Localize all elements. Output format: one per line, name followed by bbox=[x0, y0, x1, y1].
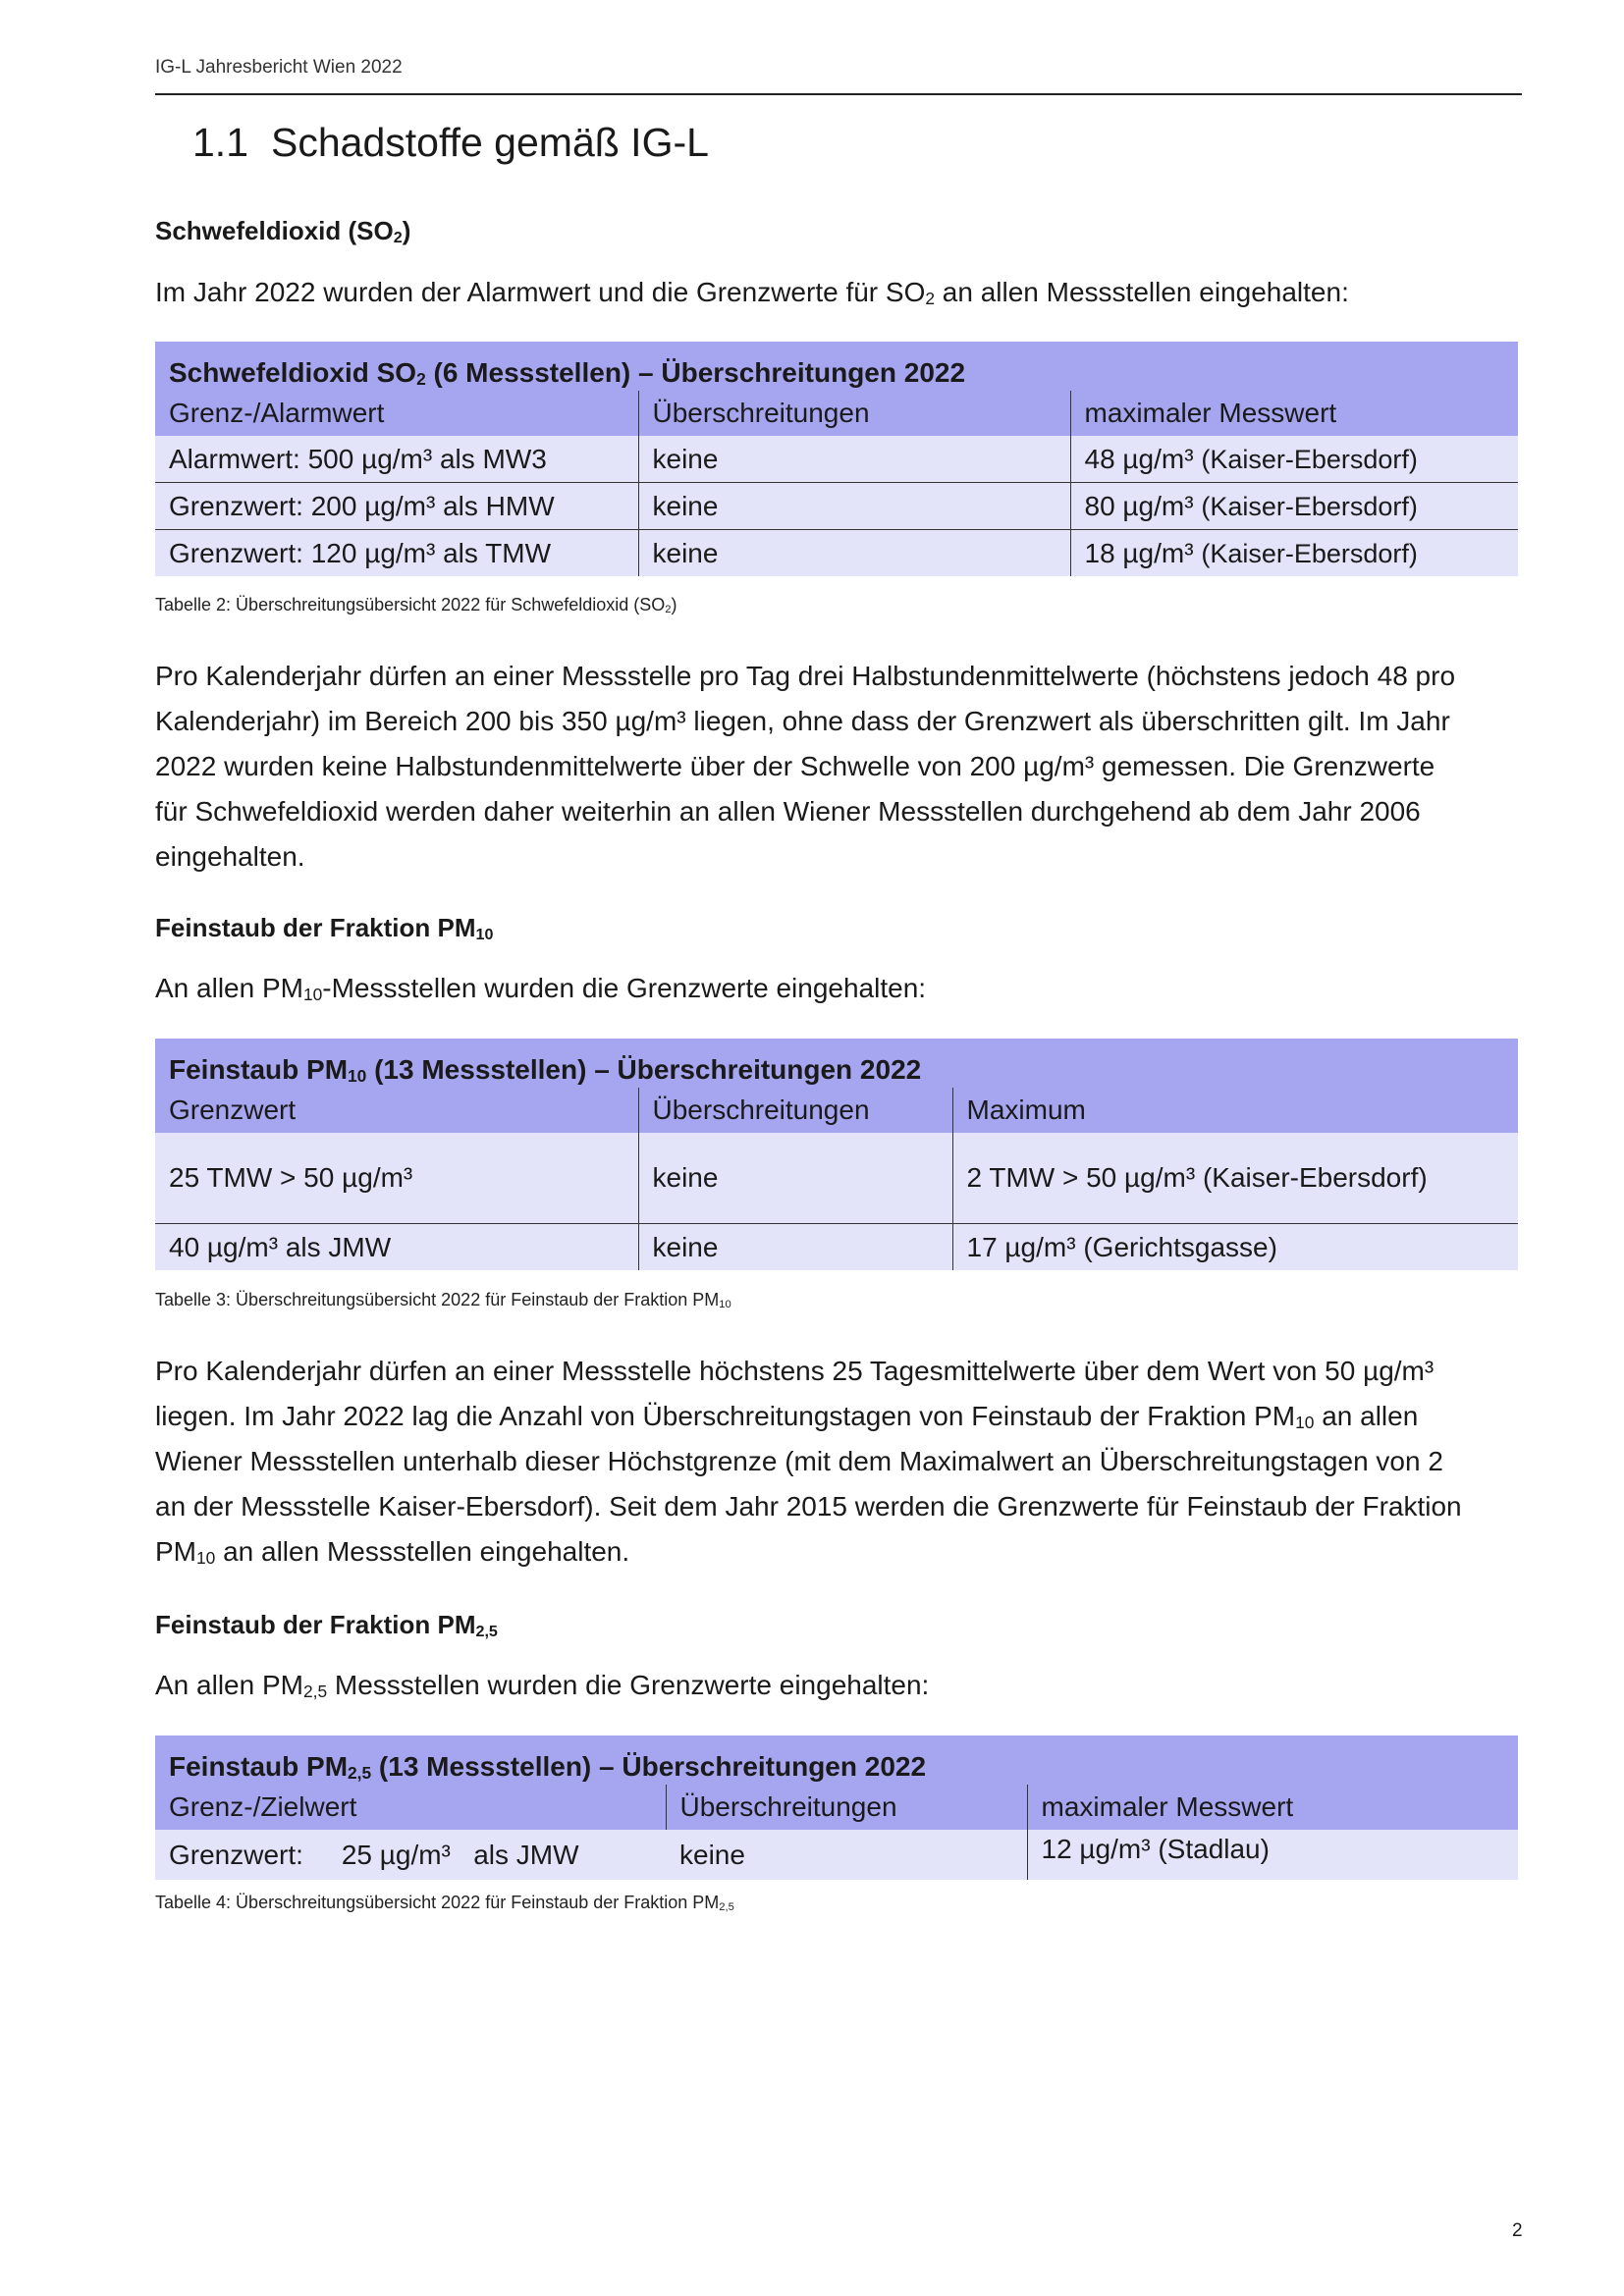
pm10-table-title-row bbox=[155, 1039, 1518, 1088]
so2-table bbox=[155, 342, 1518, 576]
column-header: maximaler Messwert bbox=[1027, 1785, 1518, 1830]
pm10-body: Pro Kalenderjahr dürfen an einer Messstelle höchstens 25 Tagesmittelwerte über dem Wert von 50 µg/m³ liegen. Im Jahr 2022 lag die Anzahl von Überschreitungstagen von Feinstaub der Fraktion $PM_{10}$ an allen Wiener Messstellen unterhalb dieser Höchstgrenze (mit dem Maximalwert an Überschreitungstagen von 2 an der Messstelle Kaiser-Ebersdorf). Seit dem Jahr 2015 werden die Grenzwerte für Feinstaub der Fraktion $PM_{10}$ an allen Messstellen eingehalten. bbox=[155, 1356, 1462, 1569]
table-row bbox=[155, 1133, 1518, 1224]
so2-table-title-row bbox=[155, 342, 1518, 391]
table-cell: 40 µg/m³ als JMW bbox=[155, 1224, 638, 1271]
table-cell: Alarmwert: 500 µg/m³ als MW3 bbox=[155, 436, 638, 483]
column-header: Maximum bbox=[952, 1088, 1518, 1133]
table-cell: 48 µg/m³ (Kaiser-Ebersdorf) bbox=[1070, 436, 1518, 483]
table-cell: keine bbox=[666, 1830, 1027, 1880]
table-cell: 12 µg/m³ (Stadlau) bbox=[1027, 1830, 1518, 1880]
pm10-intro: An allen $PM_{10}$-Messstellen wurden die Grenzwerte eingehalten: bbox=[155, 973, 927, 1005]
header-rule bbox=[155, 93, 1522, 95]
so2-table-header-row bbox=[155, 391, 1518, 436]
pm25-table-title-row bbox=[155, 1735, 1518, 1785]
column-header: maximaler Messwert bbox=[1070, 391, 1518, 436]
pm10-heading: Feinstaub der Fraktion $PM_{10}$ bbox=[155, 913, 494, 943]
column-header: Überschreitungen bbox=[666, 1785, 1027, 1830]
table-cell: Grenzwert: 25 µg/m³ als JMW bbox=[155, 1830, 666, 1880]
table-cell: 2 TMW > 50 µg/m³ (Kaiser-Ebersdorf) bbox=[952, 1133, 1518, 1224]
table-row bbox=[155, 1224, 1518, 1271]
pm25-intro: An allen $PM_{2,5}$ Messstellen wurden die Grenzwerte eingehalten: bbox=[155, 1670, 930, 1702]
pm25-heading: Feinstaub der Fraktion $PM_{2,5}$ bbox=[155, 1610, 498, 1640]
section-heading bbox=[192, 120, 709, 166]
table-cell: keine bbox=[638, 483, 1070, 530]
section-title: Schadstoffe gemäß IG-L bbox=[271, 120, 709, 165]
section-number: 1.1 bbox=[192, 120, 248, 165]
table-row bbox=[155, 483, 1518, 530]
table-cell: 80 µg/m³ (Kaiser-Ebersdorf) bbox=[1070, 483, 1518, 530]
pm25-table bbox=[155, 1735, 1518, 1880]
pm10-table-header-row bbox=[155, 1088, 1518, 1133]
pm25-table-title: Feinstaub $PM_{2,5}$ (13 Messstellen) – Überschreitungen 2022 bbox=[155, 1735, 1518, 1785]
pm10-table-title: Feinstaub $PM_{10}$ (13 Messstellen) – Überschreitungen 2022 bbox=[155, 1039, 1518, 1088]
pm25-caption: Tabelle 4: Überschreitungsübersicht 2022 für Feinstaub der Fraktion $PM_{2,5}$ bbox=[155, 1893, 734, 1913]
table-row bbox=[155, 436, 1518, 483]
table-cell: Grenzwert: 200 µg/m³ als HMW bbox=[155, 483, 638, 530]
pm10-table bbox=[155, 1039, 1518, 1270]
table-cell: 17 µg/m³ (Gerichtsgasse) bbox=[952, 1224, 1518, 1271]
running-header: IG-L Jahresbericht Wien 2022 bbox=[155, 57, 403, 78]
pm10-caption: Tabelle 3: Überschreitungsübersicht 2022 für Feinstaub der Fraktion $PM_{10}$ bbox=[155, 1290, 731, 1310]
table-cell: keine bbox=[638, 530, 1070, 577]
table-cell: keine bbox=[638, 1224, 952, 1271]
so2-intro: Im Jahr 2022 wurden der Alarmwert und die Grenzwerte für $SO_2$ an allen Messstellen eingehalten: bbox=[155, 277, 1349, 309]
so2-table-title: Schwefeldioxid $SO_2$ (6 Messstellen) – Überschreitungen 2022 bbox=[155, 342, 1518, 391]
column-header: Überschreitungen bbox=[638, 391, 1070, 436]
so2-heading: Schwefeldioxid $(SO_2)$ bbox=[155, 216, 411, 246]
pm25-table-header-row bbox=[155, 1785, 1518, 1830]
table-cell: keine bbox=[638, 436, 1070, 483]
page-number: 2 bbox=[1512, 2220, 1523, 2241]
column-header: Grenzwert bbox=[155, 1088, 638, 1133]
table-cell: 18 µg/m³ (Kaiser-Ebersdorf) bbox=[1070, 530, 1518, 577]
table-cell: 25 TMW > 50 µg/m³ bbox=[155, 1133, 638, 1224]
column-header: Grenz-/Alarmwert bbox=[155, 391, 638, 436]
so2-body: Pro Kalenderjahr dürfen an einer Messstelle pro Tag drei Halbstundenmittelwerte (höchstens jedoch 48 pro Kalenderjahr) im Bereich 200 bis 350 µg/m³ liegen, ohne dass der Grenzwert als überschritten gilt. Im Jahr 2022 wurden keine Halbstundenmittelwerte über der Schwelle von 200 µg/m³ gemessen. Die Grenzwerte für Schwefeldioxid werden daher weiterhin an allen Wiener Messstellen durchgehend ab dem Jahr 2006 eingehalten. bbox=[155, 661, 1456, 872]
table-cell: keine bbox=[638, 1133, 952, 1224]
table-row bbox=[155, 530, 1518, 577]
table-row bbox=[155, 1830, 1518, 1880]
table-cell: Grenzwert: 120 µg/m³ als TMW bbox=[155, 530, 638, 577]
column-header: Überschreitungen bbox=[638, 1088, 952, 1133]
so2-caption: Tabelle 2: Überschreitungsübersicht 2022 für Schwefeldioxid $(SO_2)$ bbox=[155, 595, 677, 615]
column-header: Grenz-/Zielwert bbox=[155, 1785, 666, 1830]
